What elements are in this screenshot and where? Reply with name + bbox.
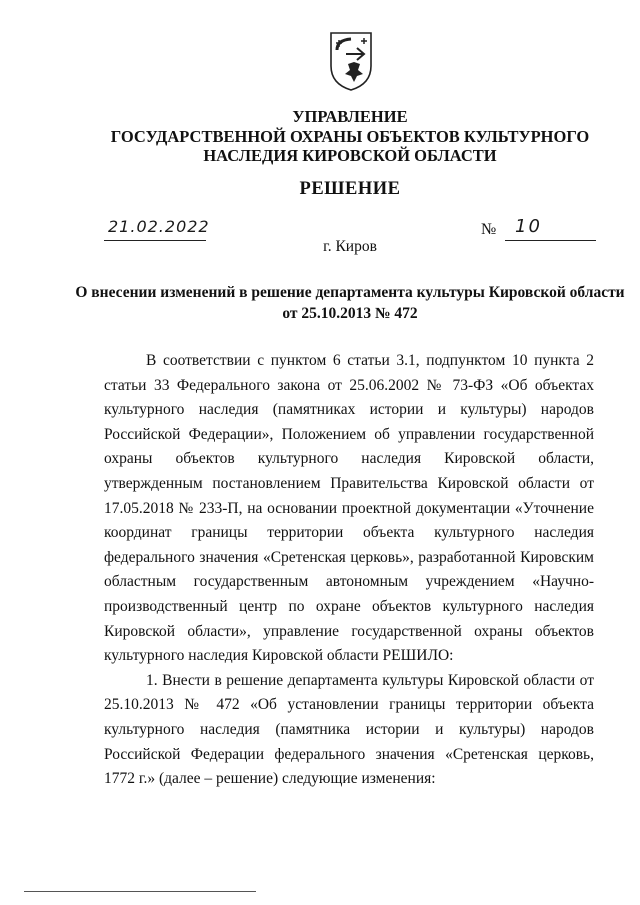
coat-of-arms-icon bbox=[326, 30, 376, 92]
org-line-2: ГОСУДАРСТВЕННОЙ ОХРАНЫ ОБЪЕКТОВ КУЛЬТУРНОГО bbox=[110, 126, 590, 146]
body-paragraph: В соответствии с пунктом 6 статьи 3.1, подпунктом 10 пункта 2 статьи 33 Федерального закона от 25.06.2002 № 73-ФЗ «Об объектах культурного наследия (памятниках истории и культуры) народов Российской Федерации», Положением об управлении государственной охраны объектов культурного наследия Кировской области, утвержденным постановлением Правительства Кировской области от 17.05.2018 № 233-П, на основании проектной документации «Уточнение координат границы территории объекта культурного наследия федерального значения «Сретенская церковь», разработанной Кировским областным государственным автономным учреждением «Научно-производственный центр по охране объектов культурного наследия Кировской области», управление государственной охраны объектов культурного наследия Кировской области РЕШИЛО: bbox=[104, 352, 594, 665]
org-line-1: УПРАВЛЕНИЕ bbox=[292, 107, 408, 126]
organization-name bbox=[60, 107, 640, 166]
document-date: 21.02.2022 bbox=[108, 217, 210, 236]
number-label: № bbox=[481, 221, 497, 238]
org-line-3: НАСЛЕДИЯ КИРОВСКОЙ ОБЛАСТИ bbox=[203, 146, 497, 165]
footnote-divider bbox=[24, 891, 256, 892]
document-subject: О внесении изменений в решение департамента культуры Кировской области от 25.10.2013 № 472 bbox=[75, 284, 625, 322]
document-type: РЕШЕНИЕ bbox=[299, 179, 401, 199]
document-number: 10 bbox=[515, 216, 542, 237]
body-paragraph: 1. Внести в решение департамента культуры Кировской области от 25.10.2013 № 472 «Об установлении границы территории объекта культурного наследия (памятника истории и культуры) народов Российской Федерации федерального значения «Сретенская церковь, 1772 г.» (далее – решение) следующие изменения: bbox=[104, 671, 594, 788]
document-body bbox=[104, 349, 594, 792]
city: г. Киров bbox=[323, 238, 377, 255]
